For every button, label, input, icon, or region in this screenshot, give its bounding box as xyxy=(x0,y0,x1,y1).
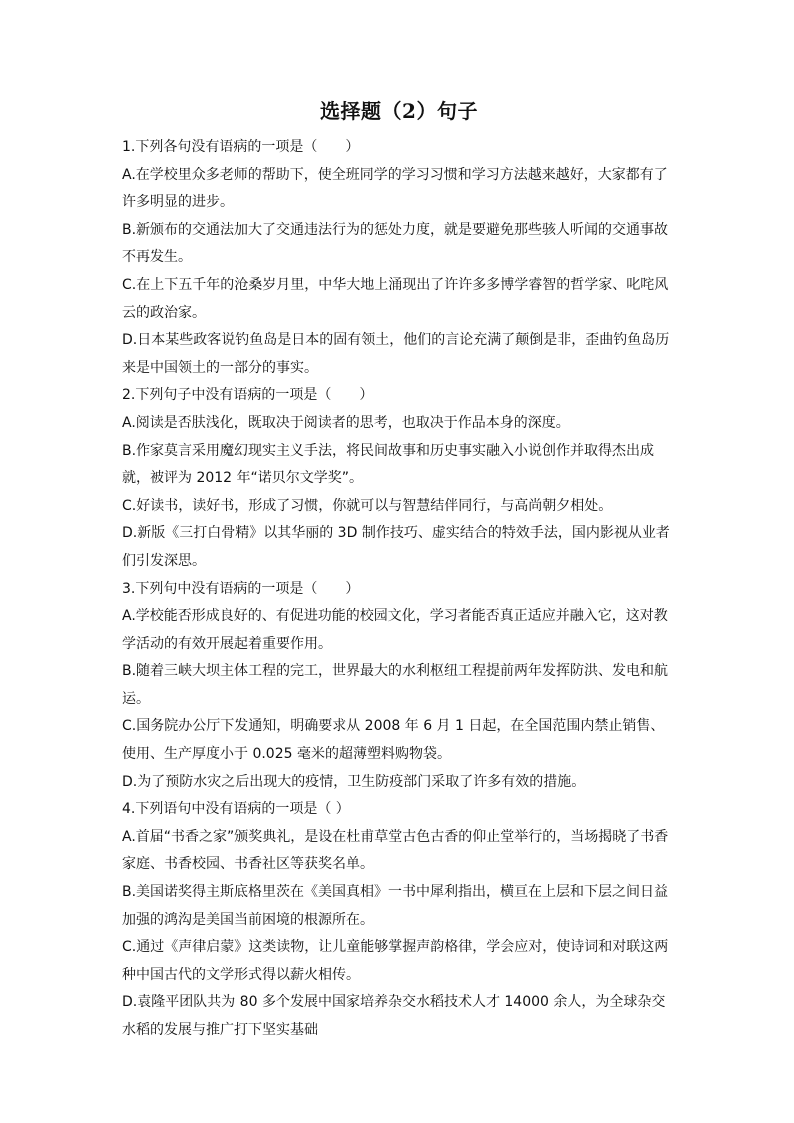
option-b: B.随着三峡大坝主体工程的完工，世界最大的水利枢纽工程提前两年发挥防洪、发电和航运。 xyxy=(122,663,669,707)
question-stem: 1.下列各句没有语病的一项是（ ） xyxy=(122,139,360,155)
option-a: A.阅读是否肤浅化，既取决于阅读者的思考，也取决于作品本身的深度。 xyxy=(122,414,570,431)
option-a: A.在学校里众多老师的帮助下，使全班同学的学习习惯和学习方法越来越好，大家都有了许多明显的进步。 xyxy=(122,166,668,211)
page-title: 选择题（2）句子 xyxy=(320,99,478,123)
option-d: D.日本某些政客说钓鱼岛是日本的固有领土，他们的言论充满了颠倒是非，歪曲钓鱼岛历来是中国领土的一部分的事实。 xyxy=(122,332,670,376)
question-stem: 4.下列语句中没有语病的一项是（ ） xyxy=(122,801,350,818)
question-stem: 3.下列句中没有语病的一项是（ ） xyxy=(122,580,360,597)
question-4 xyxy=(122,796,676,1044)
question-stem: 2.下列句子中没有语病的一项是（ ） xyxy=(122,387,374,404)
option-c: C.好读书，读好书，形成了习惯，你就可以与智慧结伴同行，与高尚朝夕相处。 xyxy=(122,497,613,514)
option-a: A.学校能否形成良好的、有促进功能的校园文化，学习者能否真正适应并融入它，这对教学活动的有效开展起着重要作用。 xyxy=(122,608,668,652)
option-b: B.作家莫言采用魔幻现实主义手法，将民间故事和历史事实融入小说创作并取得杰出成就，被评为 2012 年“诺贝尔文学奖”。 xyxy=(122,442,655,487)
question-2 xyxy=(122,382,676,575)
question-3 xyxy=(122,576,676,797)
option-b: B.美国诺奖得主斯底格里茨在《美国真相》一书中犀利指出，横亘在上层和下层之间日益加强的鸿沟是美国当前困境的根源所在。 xyxy=(122,884,669,928)
option-b: B.新颁布的交通法加大了交通违法行为的惩处力度，就是要避免那些骇人听闻的交通事故不再发生。 xyxy=(122,221,669,266)
option-c: C.国务院办公厅下发通知，明确要求从 2008 年 6 月 1 日起，在全国范围内禁止销售、使用、生产厚度小于 0.025 毫米的超薄塑料购物袋。 xyxy=(122,718,665,763)
question-1 xyxy=(122,134,676,382)
option-c: C.通过《声律启蒙》这类读物，让儿童能够掌握声韵格律，学会应对，使诗词和对联这两种中国古代的文学形式得以薪火相传。 xyxy=(122,939,669,983)
option-d: D.为了预防水灾之后出现大的疫情，卫生防疫部门采取了许多有效的措施。 xyxy=(122,773,586,790)
option-a: A.首届“书香之家”颁奖典礼，是设在杜甫草堂古色古香的仰止堂举行的，当场揭晓了书香家庭、书香校园、书香社区等获奖名单。 xyxy=(122,828,669,873)
option-d: D.袁隆平团队共为 80 多个发展中国家培养杂交水稻技术人才 14000 余人，为全球杂交水稻的发展与推广打下坚实基础 xyxy=(122,994,666,1038)
option-d: D.新版《三打白骨精》以其华丽的 3D 制作技巧、虚实结合的特效手法，国内影视从业者们引发深思。 xyxy=(122,525,670,569)
option-c: C.在上下五千年的沧桑岁月里，中华大地上涌现出了许许多多博学睿智的哲学家、叱咤风云的政治家。 xyxy=(122,276,669,321)
